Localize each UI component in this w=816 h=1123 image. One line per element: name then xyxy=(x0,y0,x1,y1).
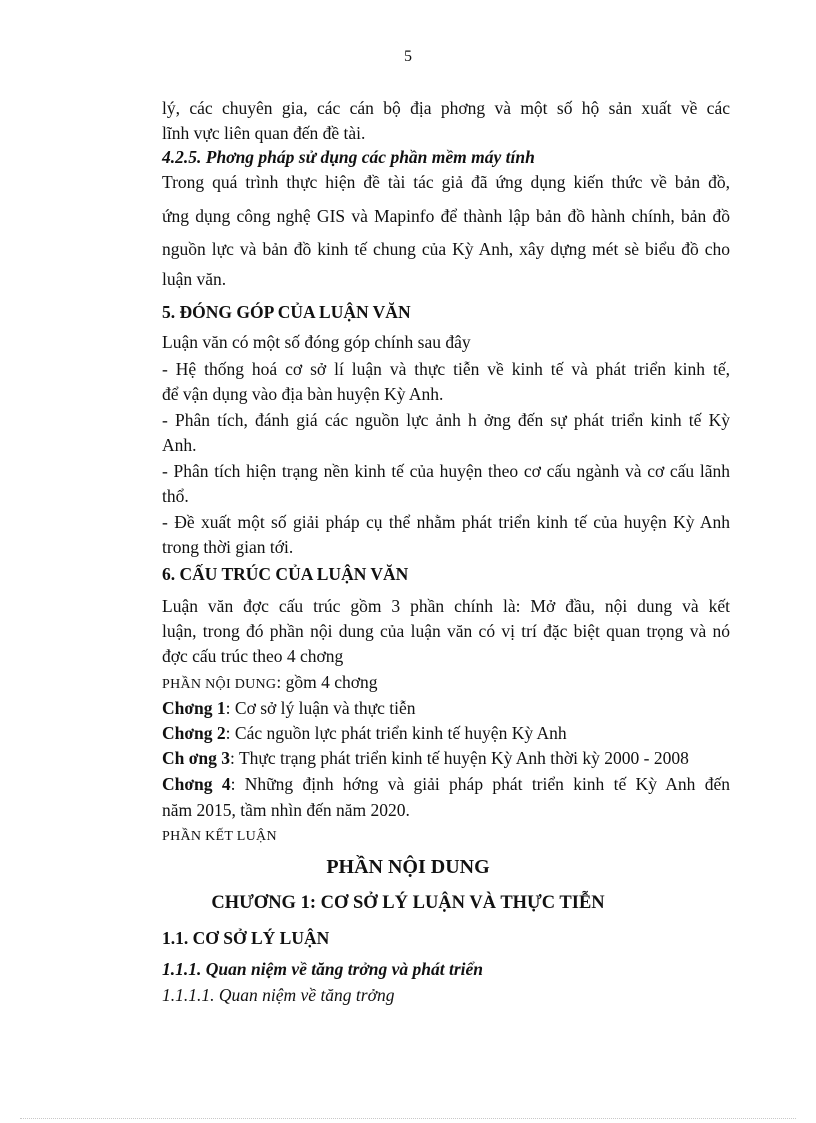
chapter-1-label: Chơng 1 xyxy=(162,698,226,718)
part-content-rest: : gồm 4 chơng xyxy=(276,672,378,692)
heading-1-1-1: 1.1.1. Quan niệm về tăng trởng và phát triển xyxy=(162,959,484,979)
heading-section-6: 6. CẤU TRÚC CỦA LUẬN VĂN xyxy=(162,564,409,584)
contribution-item-4-line-2: trong thời gian tới. xyxy=(162,537,294,557)
chapter-3-label: Ch ơng 3 xyxy=(162,748,231,768)
contribution-item-2-line-1: - Phân tích, đánh giá các nguồn lực ảnh h ởng đến sự phát triển kinh tế Kỳ xyxy=(162,410,730,430)
chapter-4-text: : Những định hớng và giải pháp phát triển kinh tế Kỳ Anh đến xyxy=(230,774,730,794)
para-experts-line-1: lý, các chuyên gia, các cán bộ địa phơng và một số hộ sản xuất về các xyxy=(162,98,730,118)
para-experts-line-2: lĩnh vực liên quan đến đề tài. xyxy=(162,123,366,143)
chapter-list-item-1 xyxy=(162,696,416,720)
chapter-list-item-4 xyxy=(162,772,730,796)
contribution-item-3-line-1: - Phân tích hiện trạng nền kinh tế của huyện theo cơ cấu ngành và cơ cấu lãnh xyxy=(162,461,730,481)
contribution-item-1-line-2: để vận dụng vào địa bàn huyện Kỳ Anh. xyxy=(162,384,444,404)
chapter-4-line-2: năm 2015, tầm nhìn đến năm 2020. xyxy=(162,800,410,820)
heading-1-1-1-1: 1.1.1.1. Quan niệm về tăng trởng xyxy=(162,985,395,1005)
heading-1-1: 1.1. CƠ SỞ LÝ LUẬN xyxy=(162,928,330,948)
structure-para-line-1: Luận văn đợc cấu trúc gồm 3 phần chính là: Mở đầu, nội dung và kết xyxy=(162,596,730,616)
part-content-label: PHẦN NỘI DUNG xyxy=(162,677,277,692)
para-gis-line-4: luận văn. xyxy=(162,269,227,289)
contribution-item-4-line-1: - Đề xuất một số giải pháp cụ thể nhằm phát triển kinh tế của huyện Kỳ Anh xyxy=(162,512,730,532)
contribution-item-2-line-2: Anh. xyxy=(162,435,197,455)
contribution-item-3-line-2: thổ. xyxy=(162,486,189,506)
part-conclusion-label: PHẦN KẾT LUẬN xyxy=(162,829,277,844)
chapter-1-text: : Cơ sở lý luận và thực tiễn xyxy=(225,698,416,718)
chapter-2-text: : Các nguồn lực phát triển kinh tế huyện Kỳ Anh xyxy=(225,723,567,743)
heading-section-5: 5. ĐÓNG GÓP CỦA LUẬN VĂN xyxy=(162,302,411,322)
structure-para-line-2: luận, trong đó phần nội dung của luận văn có vị trí đặc biệt quan trọng và nó xyxy=(162,621,730,641)
part-content-summary xyxy=(162,670,377,697)
contribution-item-1-line-1: - Hệ thống hoá cơ sở lí luận và thực tiễn về kinh tế và phát triển kinh tế, xyxy=(162,359,730,379)
para-gis-line-3: nguồn lực và bản đồ kinh tế chung của Kỳ Anh, xây dựng mét sè biểu đồ cho xyxy=(162,239,730,259)
para-gis-line-2: ứng dụng công nghệ GIS và Mapinfo để thành lập bản đồ hành chính, bản đồ xyxy=(162,206,730,226)
chapter-3-text: : Thực trạng phát triển kinh tế huyện Kỳ Anh thời kỳ 2000 - 2008 xyxy=(230,748,689,768)
chapter-4-label: Chơng 4 xyxy=(162,774,231,794)
heading-4-2-5: 4.2.5. Phơng pháp sử dụng các phần mềm máy tính xyxy=(162,147,535,167)
contributions-intro: Luận văn có một số đóng góp chính sau đây xyxy=(162,332,471,352)
page-bottom-border xyxy=(20,1118,796,1119)
part-title: PHẦN NỘI DUNG xyxy=(326,856,490,878)
structure-para-line-3: đợc cấu trúc theo 4 chơng xyxy=(162,646,344,666)
chapter-list-item-3 xyxy=(162,746,689,770)
chapter-2-label: Chơng 2 xyxy=(162,723,226,743)
chapter-1-title: CHƯƠNG 1: CƠ SỞ LÝ LUẬN VÀ THỰC TIỄN xyxy=(211,893,605,913)
page-number: 5 xyxy=(404,48,412,65)
para-gis-line-1: Trong quá trình thực hiện đề tài tác giả đã ứng dụng kiến thức về bản đồ, xyxy=(162,172,730,192)
chapter-list-item-2 xyxy=(162,721,567,745)
